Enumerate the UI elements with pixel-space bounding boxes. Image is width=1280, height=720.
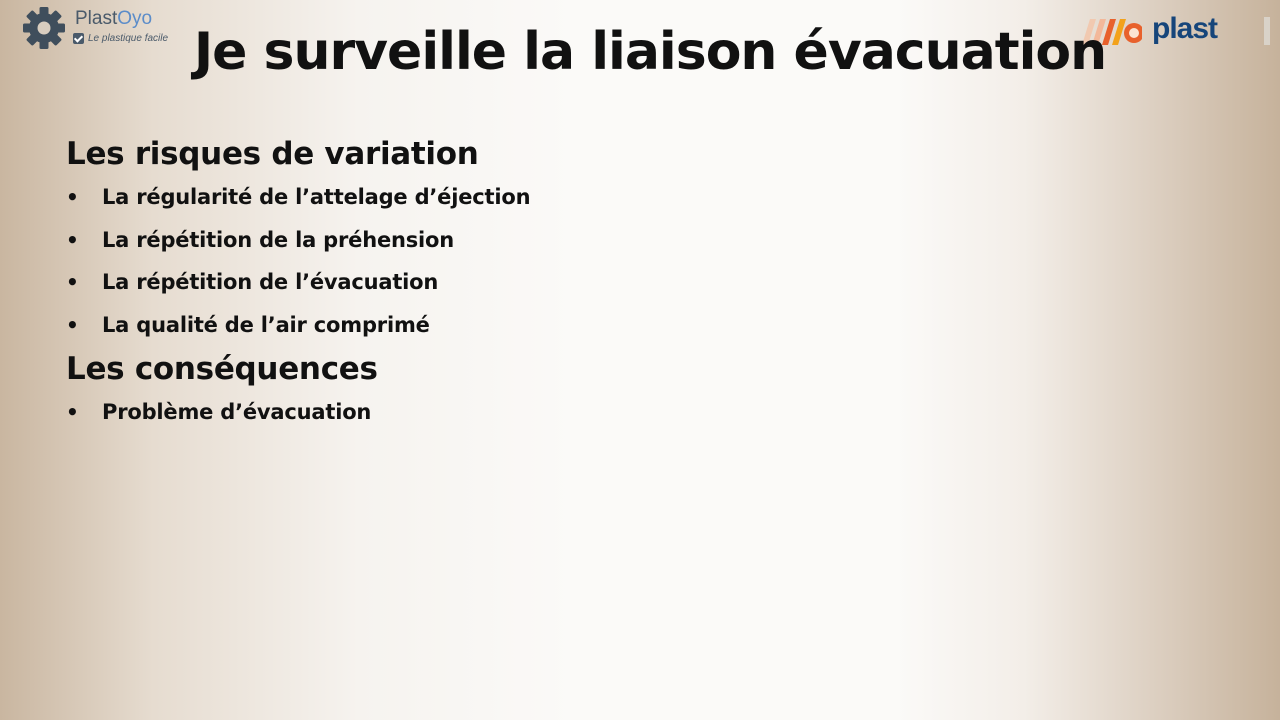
slide-content bbox=[66, 132, 966, 434]
list-item-text: La qualité de l’air comprimé bbox=[102, 312, 430, 337]
bullet-glyph: • bbox=[66, 270, 79, 294]
list-item bbox=[66, 176, 966, 219]
list-item-text: La répétition de la préhension bbox=[102, 227, 455, 252]
section-consequences bbox=[66, 347, 966, 434]
bullet-glyph: • bbox=[66, 312, 79, 337]
brand-part1: Plast bbox=[75, 8, 118, 29]
bullet-glyph: • bbox=[66, 227, 79, 252]
list-item bbox=[66, 391, 966, 434]
bullet-list bbox=[66, 176, 966, 346]
section-heading: Les conséquences bbox=[66, 351, 378, 387]
list-item bbox=[66, 219, 966, 262]
tagline-text: Le plastique facile bbox=[88, 33, 169, 44]
bullet-list bbox=[66, 391, 966, 434]
bullet-glyph: • bbox=[66, 185, 79, 209]
brand-part2: Oyo bbox=[117, 8, 153, 29]
slide-title: Je surveille la liaison évacuation bbox=[193, 22, 1107, 82]
list-item-text: La répétition de l’évacuation bbox=[102, 270, 439, 294]
section-heading: Les risques de variation bbox=[66, 136, 479, 172]
list-item-text: Problème d’évacuation bbox=[102, 400, 372, 424]
weplast-wordmark: plast bbox=[1152, 12, 1218, 45]
bullet-glyph: • bbox=[66, 400, 79, 424]
list-item bbox=[66, 261, 966, 304]
section-risks bbox=[66, 132, 966, 346]
list-item-text: La régularité de l’attelage d’éjection bbox=[102, 185, 531, 209]
list-item bbox=[66, 304, 966, 347]
